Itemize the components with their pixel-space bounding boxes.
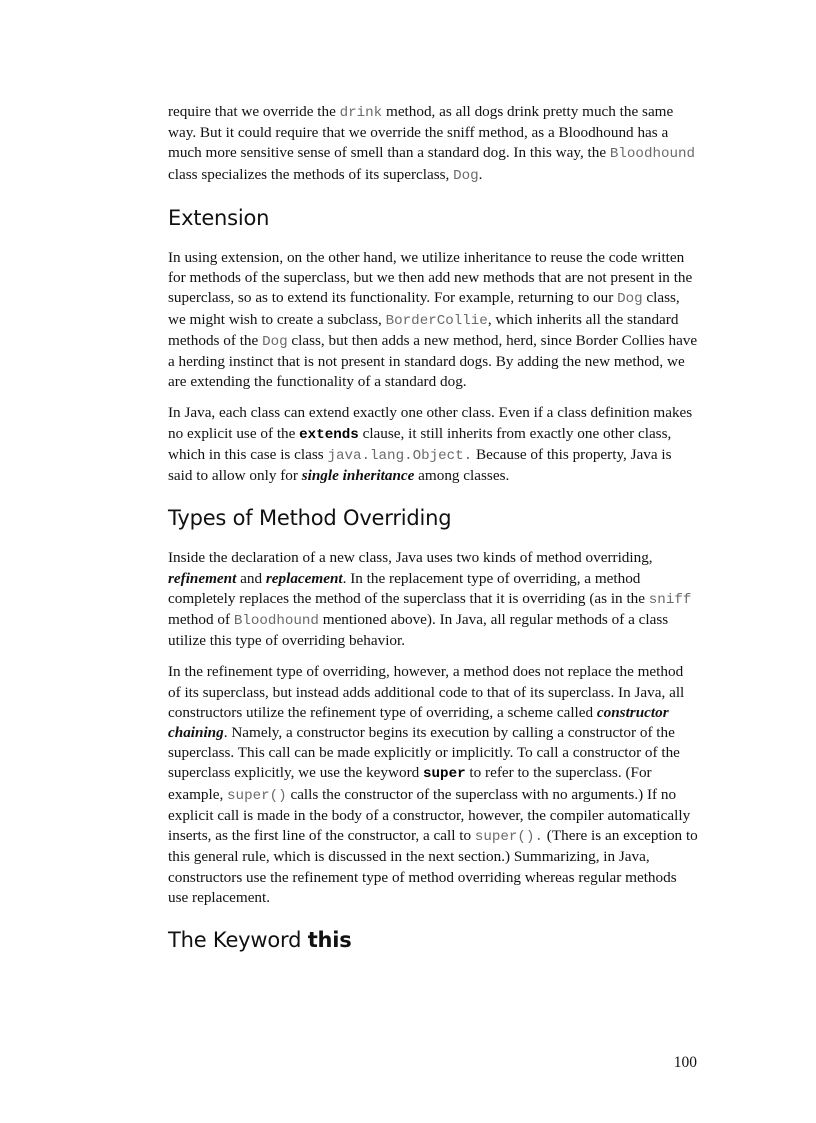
text: to refer to the superclass. (For example, (168, 764, 652, 803)
text: , which inherits all the standard methods of the (168, 310, 679, 349)
text: mentioned above). In Java, all regular methods of a class utilize this type of overriding behavior. (168, 611, 669, 650)
text: In using extension, on the other hand, we utilize inheritance to reuse the code written for methods of the superclass, but we then add new methods that are not present in the superclass, so as to extend its functionality. For example, returning to our (168, 249, 693, 307)
code-sniff: sniff (648, 591, 692, 608)
paragraph-extension-2 (168, 403, 698, 486)
keyword-extends: extends (299, 426, 359, 443)
code-dog: Dog (453, 167, 479, 184)
paragraph-extension-1 (168, 248, 698, 392)
document-body (168, 102, 698, 970)
code-drink: drink (339, 105, 383, 121)
text: (There is an exception to this general rule, which is discussed in the next section.) Summarizing, in Java, constructors use the refinement type of method overriding whereas regular methods use replacement. (168, 827, 698, 906)
text: require that we override the (168, 103, 340, 120)
code-java-lang-object: java.lang.Object. (327, 447, 473, 464)
heading-keyword: this (307, 927, 352, 952)
term-constructor-chaining: constructor chaining (168, 703, 669, 742)
code-super-call: super() (227, 787, 287, 804)
paragraph-overriding-2 (168, 662, 698, 907)
text: class, but then adds a new method, herd, since Border Collies have a herding instinct that is not present in standard dogs. By adding the new method, we are extending the functionality of a standard dog. (168, 331, 698, 391)
text: In the refinement type of overriding, however, a method does not replace the method of its superclass, but instead adds additional code to that of its superclass. In Java, all constructors utilize the refinement type of overriding, a scheme called (168, 663, 685, 721)
term-refinement: refinement (168, 569, 237, 587)
text: calls the constructor of the superclass with no arguments.) If no explicit call is made in the body of a constructor, however, the compiler automatically inserts, as the first line of the constructor, a call to (168, 785, 691, 845)
text: clause, it still inherits from exactly one other class, which in this case is class (168, 424, 672, 463)
heading-keyword-this (168, 927, 698, 952)
text: Inside the declaration of a new class, Java uses two kinds of method overriding, (168, 549, 653, 567)
text: . Namely, a constructor begins its execution by calling a constructor of the superclass. This call can be made explicitly or implicitly. To call a constructor of the superclass explicitly, we use the keyword (168, 724, 680, 782)
keyword-super: super (423, 766, 466, 783)
text: method of (168, 611, 234, 629)
code-bloodhound: Bloodhound (233, 613, 319, 630)
text: method, as all dogs drink pretty much the same way. But it could require that we override the sniff method, as a Bloodhound has a much more sensitive sense of smell than a standard dog. In this way, the (168, 103, 674, 162)
code-bordercollie: BorderCollie (385, 312, 488, 329)
text: In Java, each class can extend exactly one other class. Even if a class definition makes no explicit use of the (168, 404, 693, 442)
text: and (236, 569, 266, 587)
page-number: 100 (673, 1054, 697, 1071)
code-dog: Dog (617, 291, 643, 308)
text: class specializes the methods of its superclass, (168, 165, 454, 183)
code-bloodhound: Bloodhound (609, 146, 696, 163)
text: class, we might wish to create a subclass, (168, 289, 680, 328)
code-super-call: super(). (474, 829, 543, 846)
heading-text: The Keyword (168, 927, 308, 952)
heading-types-of-method-overriding: Types of Method Overriding (168, 506, 452, 531)
term-replacement: replacement (265, 569, 343, 587)
text: . (478, 165, 483, 183)
text: Because of this property, Java is said to allow only for (168, 445, 672, 485)
code-dog: Dog (262, 333, 288, 350)
text: among classes. (414, 467, 510, 485)
heading-extension: Extension (168, 205, 270, 230)
term-single-inheritance: single inheritance (301, 467, 415, 485)
text: . In the replacement type of overriding, a method completely replaces the method of the superclass that it is overriding (as in the (168, 569, 649, 607)
paragraph-overriding-1 (168, 548, 698, 651)
paragraph-specialization (168, 102, 698, 186)
